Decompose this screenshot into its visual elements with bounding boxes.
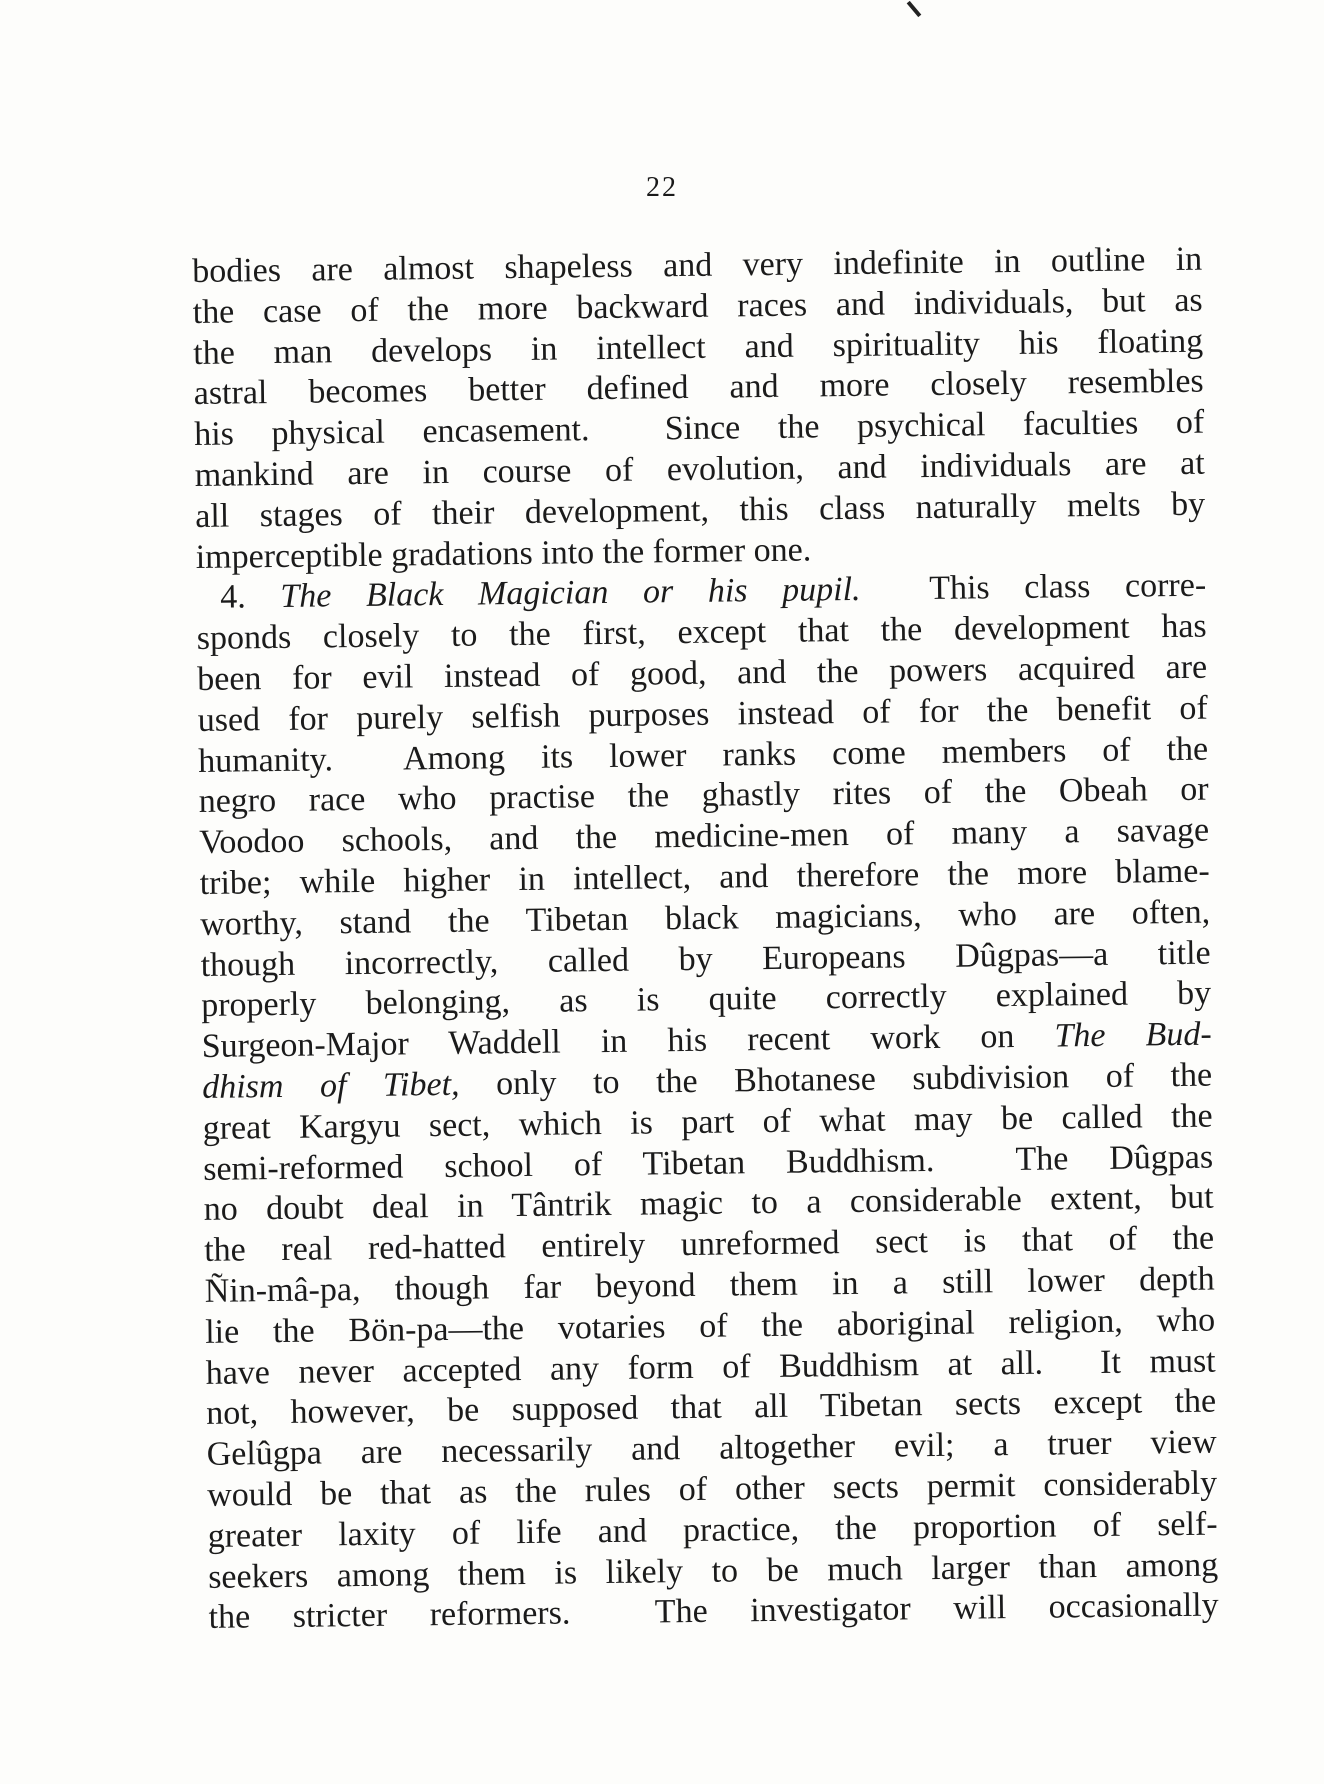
text-segment: Voodoo schools, and the medicine-men of many a savage: [198, 811, 1210, 862]
text-segment: Surgeon-Major Waddell in his recent work on: [201, 1017, 1055, 1066]
body-text: [192, 240, 1219, 1639]
text-segment: great Kargyu sect, which is part of what may be called the: [202, 1097, 1213, 1147]
text-segment: mankind are in course of evolution, and individuals are at: [194, 444, 1205, 494]
text-segment: imperceptible gradations into the former one.: [195, 531, 812, 576]
text-segment: sponds closely to the first, except that the development has: [196, 607, 1207, 658]
italic-text: The Black Magician or his pupil.: [280, 571, 861, 616]
text-segment: worthy, stand the Tibetan black magicians, who are often,: [199, 893, 1211, 943]
text-segment: lie the Bön-pa—the votaries of the aboriginal religion, who: [204, 1301, 1216, 1351]
text-segment: seekers among them is likely to be much larger than among: [207, 1546, 1219, 1596]
text-segment: the real red-hatted entirely unreformed sect is that of the: [203, 1219, 1215, 1270]
page-number: 22: [646, 172, 678, 203]
text-segment: greater laxity of life and practice, the proportion of self-: [207, 1505, 1218, 1555]
text-segment: properly belonging, as is quite correctly explained by: [200, 974, 1212, 1025]
text-segment: the man develops in intellect and spirituality his floating: [193, 322, 1204, 372]
text-segment: semi-reformed school of Tibetan Buddhism. The Dûgpas: [202, 1138, 1214, 1188]
text-segment: humanity. Among its lower ranks come members of the: [197, 730, 1209, 780]
text-segment: astral becomes better defined and more closely resembles: [193, 363, 1204, 413]
text-segment: only to the Bhotanese subdivision of the: [459, 1056, 1213, 1103]
text-segment: Ñin-mâ-pa, though far beyond them in a still lower depth: [204, 1260, 1215, 1310]
italic-text: The Bud-: [1054, 1015, 1212, 1055]
text-segment: though incorrectly, called by Europeans Dûgpas—a title: [200, 934, 1211, 984]
text-segment: tribe; while higher in intellect, and therefore the more blame-: [199, 852, 1210, 902]
text-segment: negro race who practise the ghastly rites of the Obeah or: [198, 770, 1209, 821]
text-segment: bodies are almost shapeless and very indefinite in outline in: [192, 240, 1203, 290]
text-segment: would be that as the rules of other sects permit considerably: [206, 1464, 1218, 1514]
scan-mark: [907, 1, 922, 17]
italic-text: dhism of Tibet,: [201, 1065, 460, 1106]
text-segment: his physical encasement. Since the psychical faculties of: [194, 403, 1205, 454]
text-segment: used for purely selfish purposes instead of for the benefit of: [197, 689, 1208, 739]
text-segment: been for evil instead of good, and the powers acquired are: [196, 648, 1208, 698]
text-segment: Gelûgpa are necessarily and altogether evil; a truer view: [206, 1423, 1217, 1474]
text-segment: not, however, be supposed that all Tibetan sects except the: [205, 1382, 1217, 1433]
text-segment: the case of the more backward races and individuals, but as: [192, 281, 1203, 331]
text-segment: all stages of their development, this class naturally melts by: [195, 485, 1206, 535]
text-segment: 4.: [219, 578, 281, 617]
text-segment: This class corre-: [860, 567, 1207, 609]
text-segment: have never accepted any form of Buddhism at all. It must: [205, 1342, 1216, 1392]
text-segment: no doubt deal in Tântrik magic to a considerable extent, but: [203, 1178, 1214, 1229]
text-segment: the stricter reformers. The investigator will occasionally: [208, 1586, 1219, 1637]
